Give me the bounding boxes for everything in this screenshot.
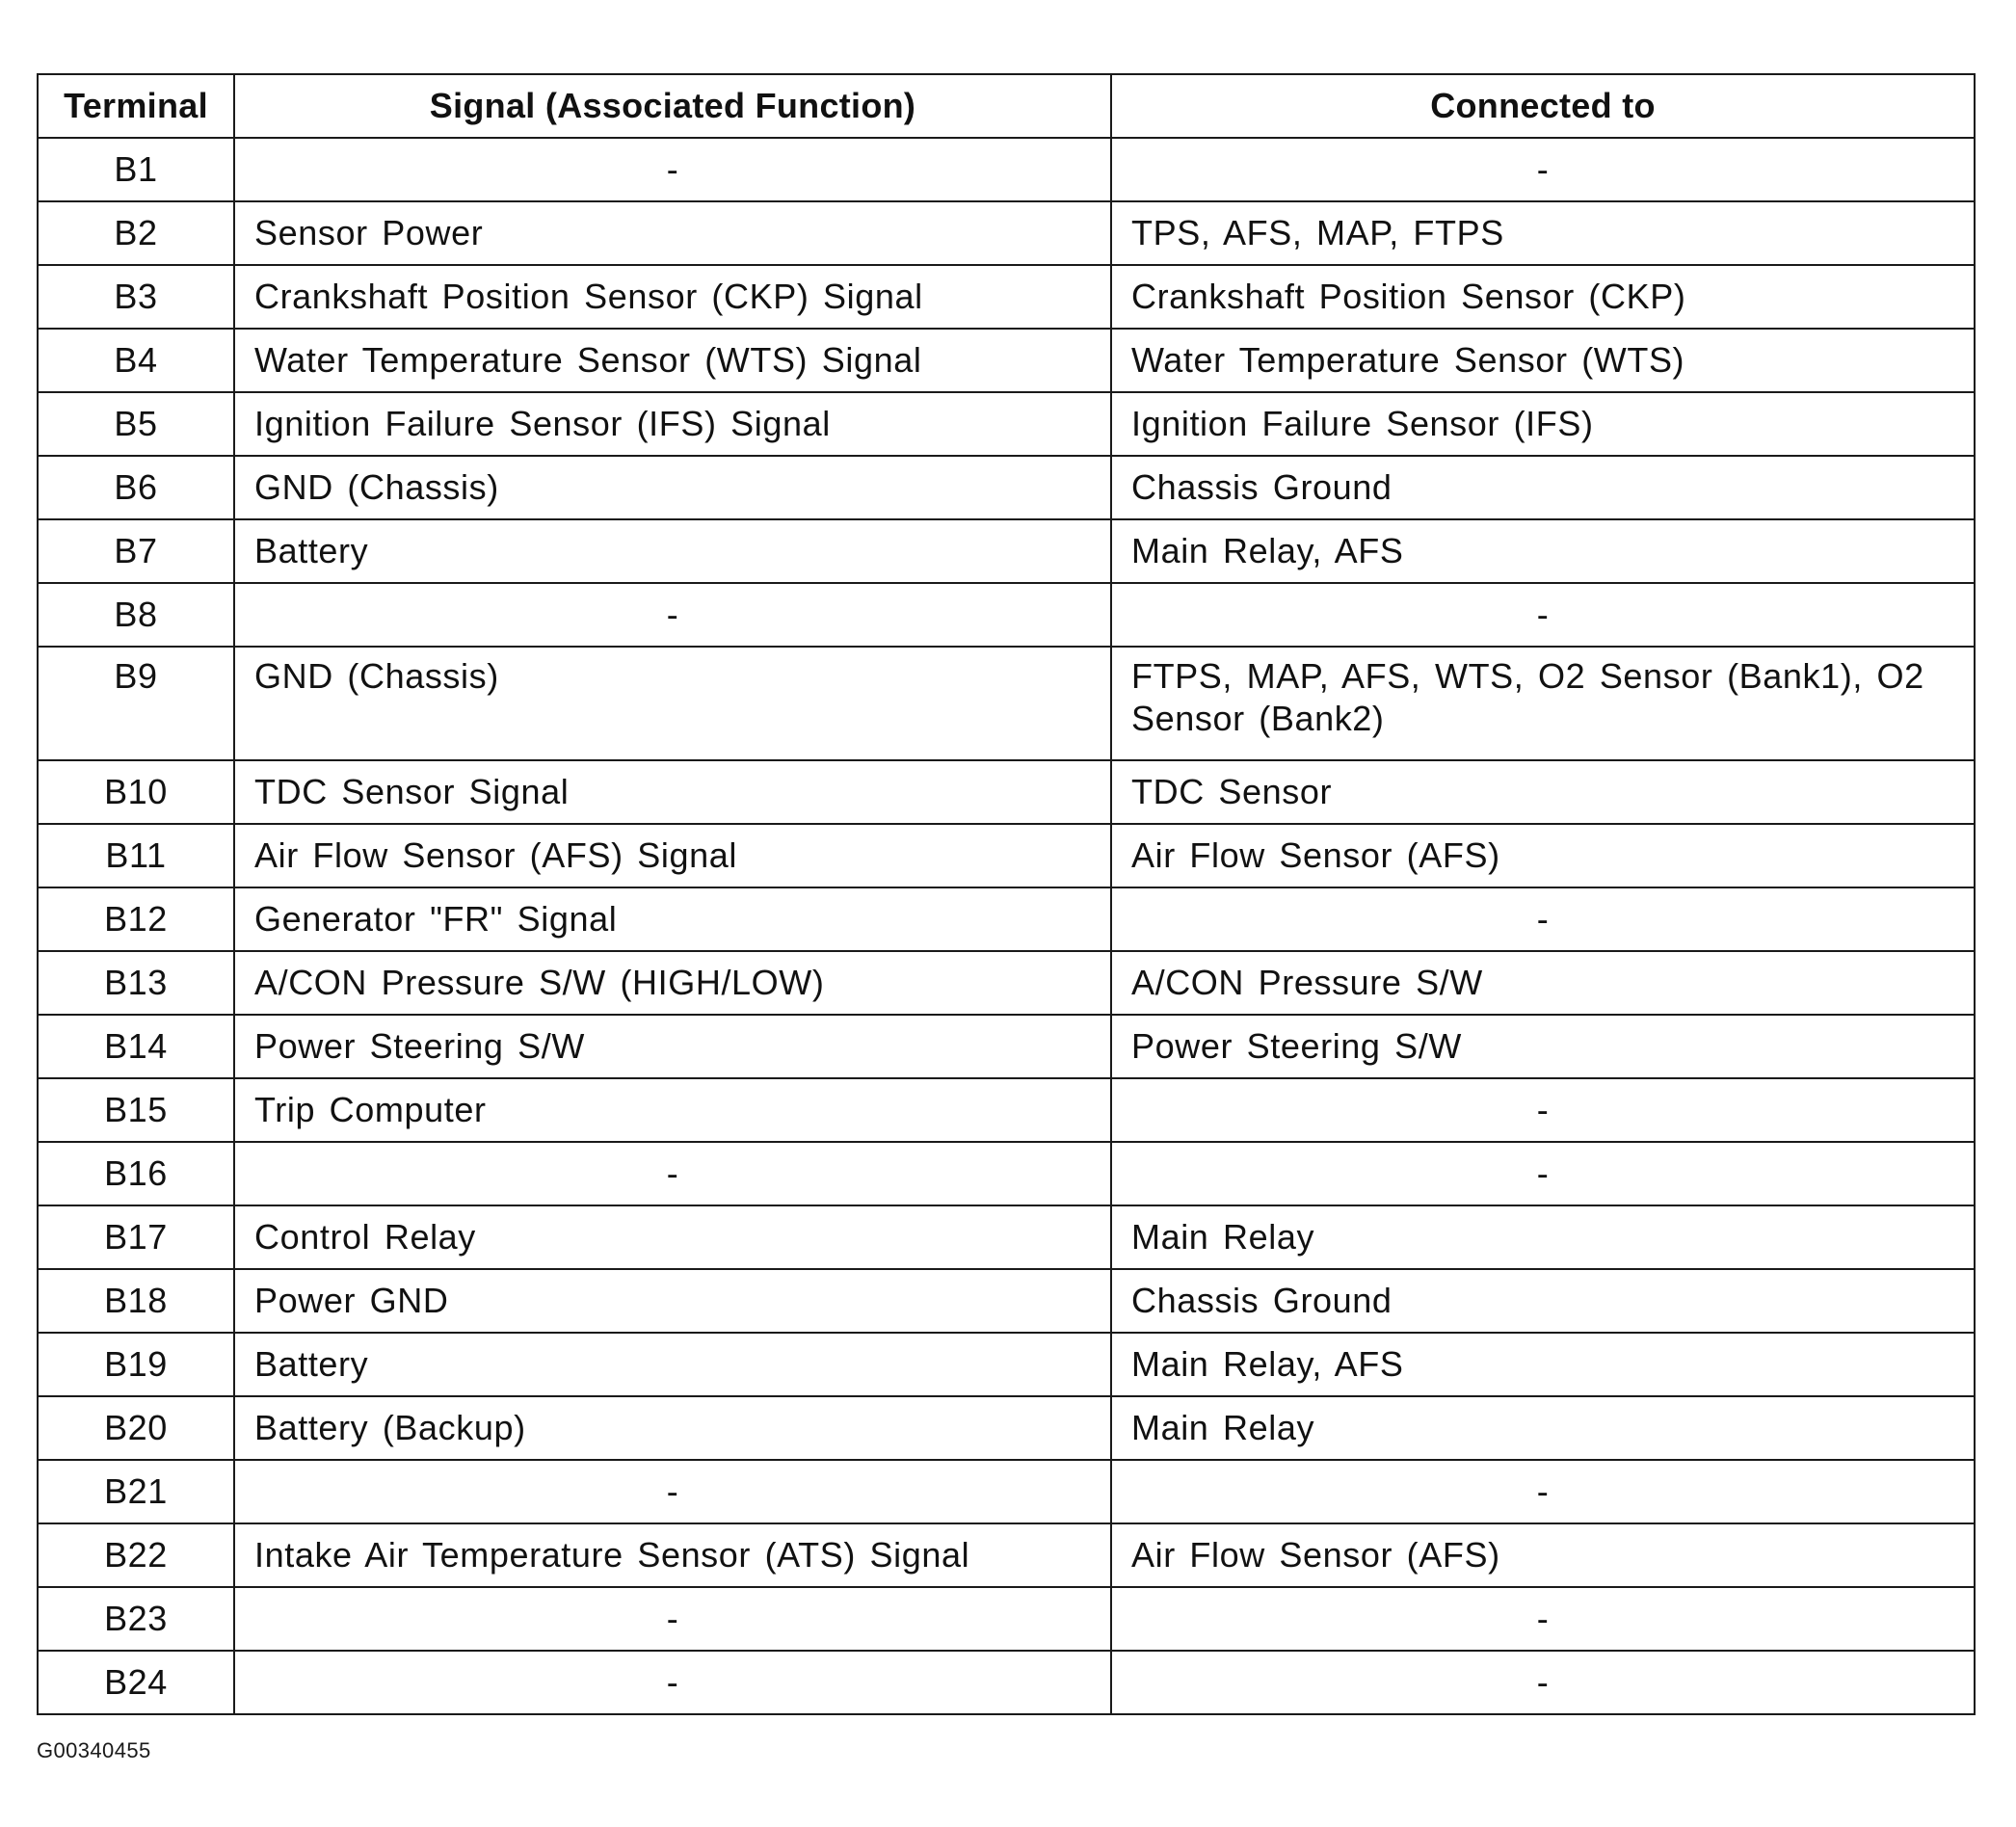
cell-signal: Intake Air Temperature Sensor (ATS) Signal bbox=[234, 1523, 1111, 1587]
cell-signal: TDC Sensor Signal bbox=[234, 760, 1111, 824]
cell-signal: Power GND bbox=[234, 1269, 1111, 1333]
cell-connected-to: - bbox=[1111, 1460, 1975, 1523]
cell-connected-to: Ignition Failure Sensor (IFS) bbox=[1111, 392, 1975, 456]
cell-connected-to: TPS, AFS, MAP, FTPS bbox=[1111, 201, 1975, 265]
cell-connected-to: Main Relay, AFS bbox=[1111, 1333, 1975, 1396]
cell-terminal: B14 bbox=[38, 1015, 234, 1078]
cell-connected-to: - bbox=[1111, 583, 1975, 647]
table-row bbox=[38, 1460, 1975, 1523]
table-row bbox=[38, 265, 1975, 329]
table-row bbox=[38, 887, 1975, 951]
table-row bbox=[38, 1015, 1975, 1078]
cell-connected-to: - bbox=[1111, 1142, 1975, 1205]
cell-connected-to: Power Steering S/W bbox=[1111, 1015, 1975, 1078]
table-row bbox=[38, 760, 1975, 824]
cell-connected-to: Air Flow Sensor (AFS) bbox=[1111, 1523, 1975, 1587]
cell-signal: A/CON Pressure S/W (HIGH/LOW) bbox=[234, 951, 1111, 1015]
table-row bbox=[38, 1142, 1975, 1205]
cell-terminal: B22 bbox=[38, 1523, 234, 1587]
table-row bbox=[38, 392, 1975, 456]
cell-signal: Power Steering S/W bbox=[234, 1015, 1111, 1078]
cell-terminal: B11 bbox=[38, 824, 234, 887]
table-row bbox=[38, 824, 1975, 887]
cell-signal: Battery (Backup) bbox=[234, 1396, 1111, 1460]
cell-terminal: B2 bbox=[38, 201, 234, 265]
table-row bbox=[38, 583, 1975, 647]
terminal-table bbox=[37, 73, 1976, 1715]
cell-terminal: B16 bbox=[38, 1142, 234, 1205]
table-row bbox=[38, 456, 1975, 519]
cell-terminal: B20 bbox=[38, 1396, 234, 1460]
cell-signal: Crankshaft Position Sensor (CKP) Signal bbox=[234, 265, 1111, 329]
cell-signal: Generator "FR" Signal bbox=[234, 887, 1111, 951]
cell-connected-to: Main Relay bbox=[1111, 1396, 1975, 1460]
table-row bbox=[38, 1651, 1975, 1714]
cell-connected-to: - bbox=[1111, 887, 1975, 951]
cell-terminal: B6 bbox=[38, 456, 234, 519]
table-row bbox=[38, 1078, 1975, 1142]
table-row bbox=[38, 201, 1975, 265]
table-row bbox=[38, 138, 1975, 201]
cell-terminal: B3 bbox=[38, 265, 234, 329]
cell-connected-to: - bbox=[1111, 1651, 1975, 1714]
table-row bbox=[38, 647, 1975, 760]
cell-signal: - bbox=[234, 1142, 1111, 1205]
cell-signal: - bbox=[234, 1460, 1111, 1523]
cell-connected-to: Air Flow Sensor (AFS) bbox=[1111, 824, 1975, 887]
cell-terminal: B19 bbox=[38, 1333, 234, 1396]
cell-signal: GND (Chassis) bbox=[234, 647, 1111, 760]
header-connected-to: Connected to bbox=[1111, 74, 1975, 138]
cell-signal: Battery bbox=[234, 1333, 1111, 1396]
figure-code: G00340455 bbox=[37, 1738, 151, 1762]
cell-terminal: B24 bbox=[38, 1651, 234, 1714]
cell-signal: GND (Chassis) bbox=[234, 456, 1111, 519]
cell-terminal: B12 bbox=[38, 887, 234, 951]
cell-connected-to: Chassis Ground bbox=[1111, 1269, 1975, 1333]
cell-connected-to: A/CON Pressure S/W bbox=[1111, 951, 1975, 1015]
cell-connected-to: Chassis Ground bbox=[1111, 456, 1975, 519]
header-terminal: Terminal bbox=[38, 74, 234, 138]
cell-terminal: B8 bbox=[38, 583, 234, 647]
cell-terminal: B23 bbox=[38, 1587, 234, 1651]
table-row bbox=[38, 951, 1975, 1015]
cell-signal: Trip Computer bbox=[234, 1078, 1111, 1142]
cell-terminal: B1 bbox=[38, 138, 234, 201]
cell-signal: - bbox=[234, 1651, 1111, 1714]
cell-terminal: B9 bbox=[38, 647, 234, 760]
cell-terminal: B21 bbox=[38, 1460, 234, 1523]
cell-signal: - bbox=[234, 1587, 1111, 1651]
cell-signal: Water Temperature Sensor (WTS) Signal bbox=[234, 329, 1111, 392]
cell-signal: Sensor Power bbox=[234, 201, 1111, 265]
cell-signal: Ignition Failure Sensor (IFS) Signal bbox=[234, 392, 1111, 456]
cell-connected-to: FTPS, MAP, AFS, WTS, O2 Sensor (Bank1), O2 Sensor (Bank2) bbox=[1111, 647, 1975, 760]
cell-terminal: B18 bbox=[38, 1269, 234, 1333]
cell-signal: Battery bbox=[234, 519, 1111, 583]
cell-terminal: B7 bbox=[38, 519, 234, 583]
cell-connected-to: - bbox=[1111, 1078, 1975, 1142]
cell-terminal: B10 bbox=[38, 760, 234, 824]
cell-connected-to: - bbox=[1111, 1587, 1975, 1651]
cell-connected-to: Main Relay bbox=[1111, 1205, 1975, 1269]
cell-signal: Air Flow Sensor (AFS) Signal bbox=[234, 824, 1111, 887]
cell-connected-to: Main Relay, AFS bbox=[1111, 519, 1975, 583]
cell-signal: - bbox=[234, 138, 1111, 201]
cell-connected-to: Crankshaft Position Sensor (CKP) bbox=[1111, 265, 1975, 329]
table-row bbox=[38, 519, 1975, 583]
table-row bbox=[38, 1205, 1975, 1269]
table-header-row bbox=[38, 74, 1975, 138]
header-signal: Signal (Associated Function) bbox=[234, 74, 1111, 138]
cell-signal: - bbox=[234, 583, 1111, 647]
cell-terminal: B15 bbox=[38, 1078, 234, 1142]
cell-terminal: B4 bbox=[38, 329, 234, 392]
table-row bbox=[38, 1333, 1975, 1396]
cell-connected-to: TDC Sensor bbox=[1111, 760, 1975, 824]
table-row bbox=[38, 1396, 1975, 1460]
table-row bbox=[38, 329, 1975, 392]
table-row bbox=[38, 1523, 1975, 1587]
table-row bbox=[38, 1269, 1975, 1333]
cell-connected-to: - bbox=[1111, 138, 1975, 201]
table-body bbox=[38, 138, 1975, 1714]
cell-signal: Control Relay bbox=[234, 1205, 1111, 1269]
cell-terminal: B5 bbox=[38, 392, 234, 456]
cell-connected-to: Water Temperature Sensor (WTS) bbox=[1111, 329, 1975, 392]
table-row bbox=[38, 1587, 1975, 1651]
cell-terminal: B13 bbox=[38, 951, 234, 1015]
cell-terminal: B17 bbox=[38, 1205, 234, 1269]
